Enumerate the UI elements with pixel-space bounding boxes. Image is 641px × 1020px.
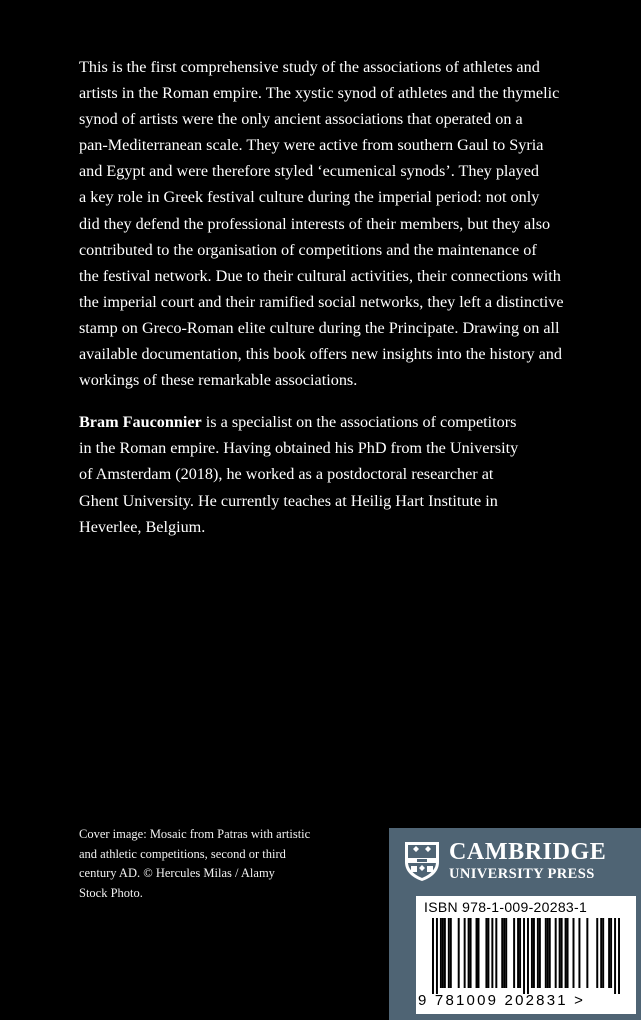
- blurb-line: a key role in Greek festival culture during the imperial period: not only: [79, 188, 540, 207]
- barcode-bar: [495, 918, 497, 988]
- barcode-bar: [487, 918, 489, 988]
- barcode-bar: [442, 918, 444, 988]
- publisher-name: CAMBRIDGE: [449, 839, 607, 865]
- isbn-label: ISBN 978-1-009-20283-1: [424, 899, 588, 915]
- barcode-bar: [614, 918, 616, 994]
- blurb-line: stamp on Greco-Roman elite culture during the Principate. Drawing on all: [79, 318, 560, 337]
- barcode-bar: [608, 918, 610, 988]
- barcode-bar: [610, 918, 612, 988]
- barcode-bar: [549, 918, 551, 988]
- barcode-bar: [501, 918, 503, 988]
- barcode-bar: [578, 918, 580, 988]
- barcode-bar: [547, 918, 549, 988]
- author-bio-line: Heverlee, Belgium.: [79, 517, 206, 536]
- author-bio-text: is a specialist on the associations of competitors: [201, 413, 517, 432]
- blurb-line: This is the first comprehensive study of the associations of athletes and: [79, 58, 540, 76]
- author-bio-line: of Amsterdam (2018), he worked as a postdoctoral researcher at: [79, 465, 494, 484]
- barcode-bar: [596, 918, 598, 988]
- barcode-bar: [527, 918, 529, 994]
- cover-image-credit: [79, 825, 369, 903]
- barcode-bar: [618, 918, 620, 994]
- credit-line: Stock Photo.: [79, 885, 143, 900]
- publisher-panel: [389, 828, 641, 1020]
- cambridge-shield-icon: [403, 840, 441, 882]
- author-bio-line: Ghent University. He currently teaches at Heilig Hart Institute in: [79, 491, 498, 510]
- blurb-line: and Egypt and were therefore styled ‘ecumenical synods’. They played: [79, 162, 539, 181]
- blurb-line: the festival network. Due to their cultural activities, their connections with: [79, 266, 561, 285]
- barcode-bar: [432, 918, 434, 994]
- author-bio-line: [79, 409, 559, 435]
- barcode-bar: [533, 918, 535, 988]
- barcode-bar: [565, 918, 567, 988]
- barcode-bar: [586, 918, 588, 988]
- barcode-bar: [478, 918, 480, 988]
- barcode-bar: [573, 918, 575, 988]
- barcode-bar: [561, 918, 563, 988]
- credit-line: and athletic competitions, second or third: [79, 846, 286, 861]
- barcode-bar: [448, 918, 450, 988]
- barcode-bar: [505, 918, 507, 988]
- barcode-bar: [537, 918, 539, 988]
- barcode-bar: [476, 918, 478, 988]
- barcode-bar: [539, 918, 541, 988]
- barcode-bar: [559, 918, 561, 988]
- blurb-line: the imperial court and their ramified social networks, they left a distinctive: [79, 292, 564, 311]
- blurb-line: available documentation, this book offers new insights into the history and: [79, 345, 562, 364]
- blurb-line: workings of these remarkable associations.: [79, 371, 358, 390]
- barcode-bar: [464, 918, 466, 988]
- barcode-bar: [517, 918, 519, 988]
- barcode-bar: [531, 918, 533, 988]
- barcode-bar: [555, 918, 557, 988]
- barcode-bars: [432, 918, 620, 994]
- credit-line: century AD. © Hercules Milas / Alamy: [79, 866, 275, 880]
- barcode-bar: [602, 918, 604, 988]
- barcode-bar: [440, 918, 442, 988]
- blurb-line: pan-Mediterranean scale. They were active from southern Gaul to Syria: [79, 136, 544, 155]
- paragraph-gap: [79, 393, 559, 409]
- barcode-bar: [600, 918, 602, 988]
- publisher-subname: UNIVERSITY PRESS: [449, 866, 595, 882]
- credit-line: Cover image: Mosaic from Patras with artistic: [79, 827, 311, 841]
- publisher-logo: [403, 838, 635, 884]
- barcode-bar: [436, 918, 438, 994]
- barcode-bar: [513, 918, 515, 988]
- barcode-bar: [450, 918, 452, 988]
- blurb-line: did they defend the professional interests of their members, but they also: [79, 214, 551, 233]
- isbn-barcode: [416, 896, 636, 1014]
- blurb-line: contributed to the organisation of competitions and the maintenance of: [79, 240, 537, 259]
- author-name: Bram Fauconnier: [79, 413, 202, 432]
- barcode-bar: [470, 918, 472, 988]
- barcode-bar: [444, 918, 446, 988]
- barcode-bar: [519, 918, 521, 988]
- barcode-bar: [468, 918, 470, 988]
- barcode-bar: [491, 918, 493, 988]
- barcode-bar: [503, 918, 505, 988]
- barcode-bar: [523, 918, 525, 994]
- blurb-line: synod of artists were the only ancient associations that operated on a: [79, 110, 523, 129]
- barcode-bar: [545, 918, 547, 988]
- book-blurb: [79, 54, 564, 540]
- barcode-bar: [567, 918, 569, 988]
- barcode-bar: [485, 918, 487, 988]
- ean-digits: 9 781009 202831 >: [418, 992, 586, 1009]
- author-bio-line: in the Roman empire. Having obtained his PhD from the University: [79, 439, 519, 458]
- barcode-bar: [458, 918, 460, 988]
- blurb-line: artists in the Roman empire. The xystic synod of athletes and the thymelic: [79, 84, 560, 103]
